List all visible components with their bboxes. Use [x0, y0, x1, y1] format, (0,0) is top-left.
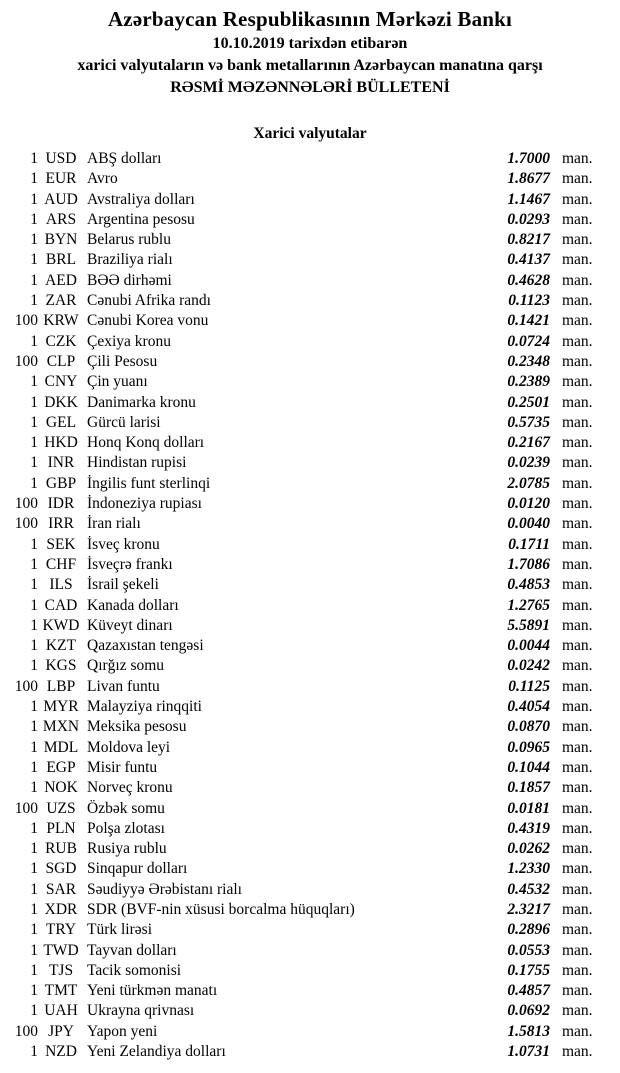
currency-name-cell: Çin yuanı: [87, 373, 148, 391]
currency-name-cell: Yeni Zelandiya dolları: [87, 1043, 226, 1061]
rate-value-cell: 0.4628: [507, 271, 550, 289]
quantity-cell: 100: [14, 799, 38, 817]
rate-value-cell: 0.1044: [507, 758, 550, 776]
quantity-cell: 1: [30, 982, 38, 1000]
unit-label-cell: man.: [562, 495, 593, 513]
unit-label-cell: man.: [562, 819, 593, 837]
table-row: [0, 677, 620, 697]
currency-name-cell: Tayvan dolları: [87, 941, 177, 959]
rate-value-cell: 5.5891: [507, 616, 550, 634]
unit-label-cell: man.: [562, 779, 593, 797]
quantity-cell: 1: [30, 900, 38, 918]
rate-value-cell: 0.4319: [507, 819, 550, 837]
currency-name-cell: Yeni türkmən manatı: [87, 982, 218, 1000]
currency-code-cell: DKK: [44, 393, 78, 411]
currency-name-cell: Qazaxıstan tengəsi: [87, 637, 204, 655]
currency-code-cell: SGD: [45, 860, 77, 878]
rate-value-cell: 2.0785: [507, 474, 550, 492]
currency-code-cell: SEK: [46, 535, 76, 553]
rate-value-cell: 0.0040: [507, 515, 550, 533]
currency-code-cell: TJS: [48, 961, 74, 979]
quantity-cell: 100: [14, 312, 38, 330]
rate-value-cell: 0.0724: [507, 332, 550, 350]
unit-label-cell: man.: [562, 698, 593, 716]
quantity-cell: 1: [30, 921, 38, 939]
rate-value-cell: 0.4532: [507, 880, 550, 898]
currency-code-cell: CNY: [44, 373, 78, 391]
unit-label-cell: man.: [562, 231, 593, 249]
currency-code-cell: EUR: [45, 170, 77, 188]
quantity-cell: 1: [30, 292, 38, 310]
quantity-cell: 1: [30, 393, 38, 411]
rate-value-cell: 0.0870: [507, 718, 550, 736]
currency-name-cell: Özbək somu: [87, 799, 165, 817]
currency-code-cell: ARS: [45, 210, 77, 228]
currency-code-cell: KGS: [45, 657, 77, 675]
rate-value-cell: 0.4857: [507, 982, 550, 1000]
rate-value-cell: 0.0553: [507, 941, 550, 959]
currency-name-cell: Kanada dolları: [87, 596, 179, 614]
currency-name-cell: Çexiya kronu: [87, 332, 171, 350]
table-row: [0, 758, 620, 778]
currency-code-cell: MXN: [42, 718, 80, 736]
unit-label-cell: man.: [562, 596, 593, 614]
unit-label-cell: man.: [562, 576, 593, 594]
table-row: [0, 961, 620, 981]
rate-value-cell: 0.1755: [507, 961, 550, 979]
currency-name-cell: Norveç kronu: [87, 779, 173, 797]
rate-value-cell: 0.4054: [507, 698, 550, 716]
table-row: [0, 433, 620, 453]
unit-label-cell: man.: [562, 434, 593, 452]
table-row: [0, 636, 620, 656]
unit-label-cell: man.: [562, 1022, 593, 1040]
quantity-cell: 1: [30, 413, 38, 431]
unit-label-cell: man.: [562, 535, 593, 553]
rate-value-cell: 0.1857: [507, 779, 550, 797]
currency-name-cell: ABŞ dolları: [87, 150, 162, 167]
currency-name-cell: Gürcü larisi: [87, 413, 161, 431]
unit-label-cell: man.: [562, 454, 593, 472]
currency-code-cell: USD: [45, 150, 77, 167]
rate-value-cell: 1.0731: [507, 1043, 550, 1061]
rate-value-cell: 0.2896: [507, 921, 550, 939]
currency-name-cell: İsveçrə frankı: [87, 555, 173, 573]
effective-date-line: 10.10.2019 tarixdən etibarən: [212, 35, 408, 52]
currency-name-cell: Tacik somonisi: [87, 961, 182, 979]
currency-code-cell: TWD: [43, 941, 79, 959]
unit-label-cell: man.: [562, 170, 593, 188]
unit-label-cell: man.: [562, 413, 593, 431]
table-row: [0, 250, 620, 270]
currency-code-cell: BYN: [44, 231, 78, 249]
unit-label-cell: man.: [562, 738, 593, 756]
currency-name-cell: Danimarka kronu: [87, 393, 196, 411]
unit-label-cell: man.: [562, 515, 593, 533]
rate-value-cell: 0.0181: [507, 799, 550, 817]
currency-name-cell: Meksika pesosu: [87, 718, 187, 736]
unit-label-cell: man.: [562, 718, 593, 736]
currency-code-cell: BRL: [45, 251, 77, 269]
quantity-cell: 1: [30, 1002, 38, 1020]
table-row: [0, 656, 620, 676]
table-row: [0, 920, 620, 940]
table-row: [0, 311, 620, 331]
rate-value-cell: 0.1711: [508, 535, 550, 553]
quantity-cell: 1: [30, 961, 38, 979]
unit-label-cell: man.: [562, 373, 593, 391]
quantity-cell: 1: [30, 860, 38, 878]
currency-name-cell: Belarus rublu: [87, 231, 171, 249]
quantity-cell: 1: [30, 150, 38, 167]
currency-code-cell: KWD: [42, 616, 80, 634]
unit-label-cell: man.: [562, 251, 593, 269]
unit-label-cell: man.: [562, 332, 593, 350]
currency-name-cell: Səudiyyə Ərəbistanı rialı: [87, 880, 242, 898]
table-row: [0, 1042, 620, 1062]
rate-value-cell: 0.0242: [507, 657, 550, 675]
currency-code-cell: ILS: [49, 576, 73, 594]
currency-name-cell: İndoneziya rupiası: [87, 495, 202, 513]
bulletin-name-line: RƏSMİ MƏZƏNNƏLƏRİ BÜLLETENİ: [170, 79, 450, 96]
currency-name-cell: Yapon yeni: [87, 1022, 158, 1040]
currency-name-cell: Cənubi Korea vonu: [87, 312, 209, 330]
unit-label-cell: man.: [562, 799, 593, 817]
currency-code-cell: SAR: [45, 880, 77, 898]
currency-code-cell: UZS: [46, 799, 76, 817]
rate-value-cell: 1.7000: [507, 150, 550, 167]
table-row: [0, 453, 620, 473]
table-row: [0, 291, 620, 311]
unit-label-cell: man.: [562, 758, 593, 776]
table-row: [0, 859, 620, 879]
currency-name-cell: İran rialı: [87, 515, 141, 533]
unit-label-cell: man.: [562, 292, 593, 310]
quantity-cell: 1: [30, 170, 38, 188]
table-row: [0, 880, 620, 900]
table-row: [0, 230, 620, 250]
currency-name-cell: SDR (BVF-nin xüsusi borcalma hüquqları): [87, 900, 355, 918]
table-row: [0, 169, 620, 189]
quantity-cell: 1: [30, 210, 38, 228]
unit-label-cell: man.: [562, 860, 593, 878]
quantity-cell: 100: [14, 495, 38, 513]
rate-value-cell: 1.2765: [507, 596, 550, 614]
rate-value-cell: 0.0120: [507, 495, 550, 513]
currency-code-cell: TMT: [44, 982, 78, 1000]
table-row: [0, 616, 620, 636]
unit-label-cell: man.: [562, 190, 593, 208]
table-row: [0, 555, 620, 575]
rate-value-cell: 0.0044: [507, 637, 550, 655]
unit-label-cell: man.: [562, 555, 593, 573]
table-row: [0, 190, 620, 210]
currency-code-cell: KZT: [45, 637, 77, 655]
currency-name-cell: İsrail şekeli: [87, 576, 159, 594]
unit-label-cell: man.: [562, 840, 593, 858]
rate-value-cell: 1.5813: [507, 1022, 550, 1040]
bank-title: Azərbaycan Respublikasının Mərkəzi Bankı: [107, 7, 513, 31]
table-row: [0, 596, 620, 616]
currency-name-cell: Küveyt dinarı: [87, 616, 173, 634]
currency-name-cell: Braziliya rialı: [87, 251, 173, 269]
currency-code-cell: MDL: [43, 738, 79, 756]
rate-value-cell: 1.7086: [507, 555, 550, 573]
table-row: [0, 393, 620, 413]
currency-code-cell: AUD: [44, 190, 78, 208]
rate-value-cell: 0.5735: [507, 413, 550, 431]
rate-value-cell: 0.1123: [508, 292, 550, 310]
currency-name-cell: Polşa zlotası: [87, 819, 165, 837]
quantity-cell: 1: [30, 880, 38, 898]
rate-value-cell: 0.0965: [507, 738, 550, 756]
scope-line: xarici valyutaların və bank metallarının Azərbaycan manatına qarşı: [77, 57, 543, 74]
currency-code-cell: CZK: [45, 332, 77, 350]
bulletin-header: [0, 0, 620, 99]
table-row: [0, 981, 620, 1001]
currency-code-cell: KRW: [43, 312, 79, 330]
currency-name-cell: Rusiya rublu: [87, 840, 167, 858]
currency-code-cell: CHF: [45, 555, 77, 573]
table-row: [0, 474, 620, 494]
currency-name-cell: Sinqapur dolları: [87, 860, 188, 878]
quantity-cell: 1: [30, 231, 38, 249]
quantity-cell: 100: [14, 1022, 38, 1040]
currency-code-cell: UAH: [44, 1002, 78, 1020]
currency-code-cell: CAD: [44, 596, 78, 614]
unit-label-cell: man.: [562, 982, 593, 1000]
unit-label-cell: man.: [562, 474, 593, 492]
table-row: [0, 1022, 620, 1042]
currency-name-cell: Cənubi Afrika randı: [87, 292, 211, 310]
table-row: [0, 271, 620, 291]
quantity-cell: 1: [30, 657, 38, 675]
currency-name-cell: Argentina pesosu: [87, 210, 195, 228]
currency-code-cell: MYR: [43, 698, 79, 716]
unit-label-cell: man.: [562, 921, 593, 939]
currency-name-cell: Livan funtu: [87, 677, 160, 695]
table-row: [0, 819, 620, 839]
quantity-cell: 1: [30, 251, 38, 269]
quantity-cell: 1: [30, 332, 38, 350]
currency-code-cell: EGP: [46, 758, 76, 776]
quantity-cell: 1: [30, 840, 38, 858]
rate-value-cell: 0.2389: [507, 373, 550, 391]
unit-label-cell: man.: [562, 352, 593, 370]
quantity-cell: 1: [30, 474, 38, 492]
currency-name-cell: Hindistan rupisi: [87, 454, 187, 472]
currency-code-cell: IDR: [47, 495, 75, 513]
quantity-cell: 100: [14, 677, 38, 695]
currency-name-cell: Honq Konq dolları: [87, 434, 205, 452]
table-row: [0, 352, 620, 372]
currency-code-cell: CLP: [46, 352, 76, 370]
quantity-cell: 100: [14, 515, 38, 533]
unit-label-cell: man.: [562, 941, 593, 959]
unit-label-cell: man.: [562, 393, 593, 411]
quantity-cell: 1: [30, 535, 38, 553]
quantity-cell: 1: [30, 555, 38, 573]
rate-value-cell: 0.0692: [507, 1002, 550, 1020]
unit-label-cell: man.: [562, 637, 593, 655]
table-row: [0, 494, 620, 514]
unit-label-cell: man.: [562, 961, 593, 979]
unit-label-cell: man.: [562, 1002, 593, 1020]
table-row: [0, 210, 620, 230]
table-row: [0, 149, 620, 169]
rate-value-cell: 0.4137: [507, 251, 550, 269]
quantity-cell: 1: [30, 758, 38, 776]
quantity-cell: 1: [30, 616, 38, 634]
table-row: [0, 372, 620, 392]
rate-value-cell: 1.1467: [507, 190, 550, 208]
table-row: [0, 799, 620, 819]
currency-code-cell: PLN: [46, 819, 76, 837]
rate-value-cell: 1.2330: [507, 860, 550, 878]
currency-code-cell: GEL: [45, 413, 77, 431]
section-title-foreign-currencies: Xarici valyutalar: [253, 125, 367, 142]
unit-label-cell: man.: [562, 271, 593, 289]
table-row: [0, 738, 620, 758]
table-row: [0, 535, 620, 555]
table-row: [0, 697, 620, 717]
quantity-cell: 1: [30, 738, 38, 756]
currency-name-cell: Ukrayna qrivnası: [87, 1002, 195, 1020]
currency-name-cell: Moldova leyi: [87, 738, 171, 756]
currency-code-cell: NOK: [44, 779, 78, 797]
unit-label-cell: man.: [562, 312, 593, 330]
currency-name-cell: Malayziya rinqqiti: [87, 698, 202, 716]
rate-value-cell: 2.3217: [507, 900, 550, 918]
currency-code-cell: AED: [45, 271, 77, 289]
quantity-cell: 1: [30, 1043, 38, 1061]
table-row: [0, 1001, 620, 1021]
exchange-rates-table: [0, 149, 620, 1062]
quantity-cell: 1: [30, 454, 38, 472]
unit-label-cell: man.: [562, 900, 593, 918]
currency-code-cell: RUB: [45, 840, 77, 858]
currency-code-cell: JPY: [48, 1022, 74, 1040]
currency-name-cell: Çili Pesosu: [87, 352, 158, 370]
unit-label-cell: man.: [562, 150, 593, 167]
quantity-cell: 1: [30, 576, 38, 594]
table-row: [0, 514, 620, 534]
table-row: [0, 778, 620, 798]
table-row: [0, 900, 620, 920]
currency-code-cell: NZD: [45, 1043, 77, 1061]
currency-code-cell: ZAR: [45, 292, 77, 310]
unit-label-cell: man.: [562, 210, 593, 228]
currency-code-cell: INR: [47, 454, 75, 472]
unit-label-cell: man.: [562, 616, 593, 634]
rate-value-cell: 0.0262: [507, 840, 550, 858]
currency-name-cell: İsveç kronu: [87, 535, 160, 553]
table-row: [0, 717, 620, 737]
table-row: [0, 839, 620, 859]
table-row: [0, 941, 620, 961]
unit-label-cell: man.: [562, 880, 593, 898]
quantity-cell: 1: [30, 941, 38, 959]
rate-value-cell: 0.0239: [507, 454, 550, 472]
currency-name-cell: Qırğız somu: [87, 657, 165, 675]
quantity-cell: 1: [30, 596, 38, 614]
quantity-cell: 1: [30, 434, 38, 452]
table-row: [0, 413, 620, 433]
unit-label-cell: man.: [562, 677, 593, 695]
currency-code-cell: LBP: [46, 677, 76, 695]
quantity-cell: 1: [30, 271, 38, 289]
currency-name-cell: İngilis funt sterlinqi: [87, 474, 211, 492]
rate-value-cell: 0.8217: [507, 231, 550, 249]
unit-label-cell: man.: [562, 657, 593, 675]
currency-code-cell: IRR: [48, 515, 74, 533]
rate-value-cell: 0.2167: [507, 434, 550, 452]
currency-name-cell: Avstraliya dolları: [87, 190, 195, 208]
currency-name-cell: Misir funtu: [87, 758, 158, 776]
currency-name-cell: BƏƏ dirhəmi: [87, 271, 172, 289]
currency-name-cell: Türk lirəsi: [87, 921, 152, 939]
currency-code-cell: HKD: [44, 434, 78, 452]
quantity-cell: 1: [30, 698, 38, 716]
rate-value-cell: 0.1421: [507, 312, 550, 330]
currency-code-cell: GBP: [45, 474, 77, 492]
rate-value-cell: 0.0293: [507, 210, 550, 228]
currency-code-cell: XDR: [44, 900, 78, 918]
quantity-cell: 1: [30, 718, 38, 736]
quantity-cell: 1: [30, 190, 38, 208]
quantity-cell: 1: [30, 819, 38, 837]
table-row: [0, 332, 620, 352]
table-row: [0, 575, 620, 595]
rate-value-cell: 0.2501: [507, 393, 550, 411]
rate-value-cell: 1.8677: [507, 170, 550, 188]
rate-value-cell: 0.2348: [507, 352, 550, 370]
quantity-cell: 100: [14, 352, 38, 370]
currency-code-cell: TRY: [45, 921, 77, 939]
rate-value-cell: 0.4853: [507, 576, 550, 594]
unit-label-cell: man.: [562, 1043, 593, 1061]
quantity-cell: 1: [30, 779, 38, 797]
rate-value-cell: 0.1125: [508, 677, 550, 695]
quantity-cell: 1: [30, 373, 38, 391]
currency-name-cell: Avro: [87, 170, 118, 188]
quantity-cell: 1: [30, 637, 38, 655]
